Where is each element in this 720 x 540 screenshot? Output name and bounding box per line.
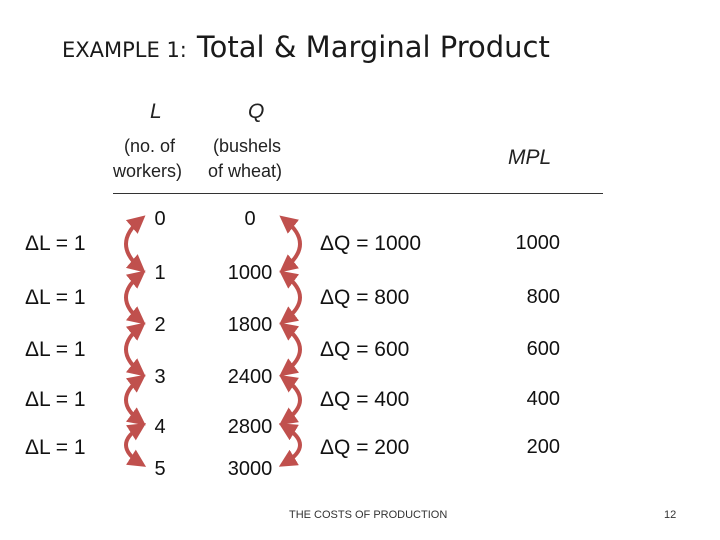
MPL-value: 800 (526, 286, 560, 308)
delta-L-label: ΔL = 1 (25, 436, 86, 459)
delta-L-arrow (126, 327, 140, 372)
delta-L-label: ΔL = 1 (25, 232, 86, 255)
L-value: 2 (154, 314, 166, 336)
footer-label: THE COSTS OF PRODUCTION (289, 509, 448, 521)
Q-value: 1800 (227, 314, 273, 336)
header-Q-desc-1: (bushels (213, 136, 282, 156)
delta-Q-arrow (285, 220, 300, 268)
Q-value: 2400 (227, 366, 273, 388)
delta-Q-arrow (285, 327, 300, 372)
header-MPL: MPL (508, 146, 552, 169)
delta-Q-label: ΔQ = 200 (320, 436, 410, 459)
L-value: 0 (154, 208, 166, 230)
L-value: 1 (154, 262, 166, 284)
delta-Q-arrow (285, 275, 300, 320)
page-number: 12 (664, 509, 677, 521)
delta-L-arrow (126, 379, 140, 421)
delta-L-label: ΔL = 1 (25, 388, 86, 411)
header-Q: Q (248, 100, 265, 123)
header-L-desc-2: workers) (113, 161, 183, 181)
delta-Q-label: ΔQ = 800 (320, 286, 410, 309)
L-value: 4 (154, 416, 166, 438)
delta-Q-label: ΔQ = 1000 (320, 232, 422, 255)
MPL-value: 400 (526, 388, 560, 410)
L-value: 3 (154, 366, 166, 388)
delta-L-arrow (126, 275, 140, 320)
delta-L-label: ΔL = 1 (25, 286, 86, 309)
Q-value: 2800 (227, 416, 273, 438)
MPL-value: 1000 (515, 232, 560, 254)
delta-Q-arrow (285, 427, 300, 463)
header-L: L (150, 100, 162, 123)
delta-Q-label: ΔQ = 400 (320, 388, 410, 411)
title-prefix: EXAMPLE 1: (62, 38, 187, 62)
delta-L-label: ΔL = 1 (25, 338, 86, 361)
delta-L-arrow (126, 427, 140, 463)
Q-value: 0 (244, 208, 256, 230)
MPL-value: 600 (526, 338, 560, 360)
delta-Q-label: ΔQ = 600 (320, 338, 410, 361)
L-value: 5 (154, 458, 166, 480)
delta-Q-arrow (285, 379, 300, 421)
header-L-desc-1: (no. of (124, 136, 176, 156)
Q-value: 3000 (227, 458, 273, 480)
title-main: Total & Marginal Product (196, 30, 550, 64)
header-Q-desc-2: of wheat) (208, 161, 283, 181)
delta-L-arrow (126, 220, 140, 268)
Q-value: 1000 (227, 262, 273, 284)
MPL-value: 200 (526, 436, 560, 458)
